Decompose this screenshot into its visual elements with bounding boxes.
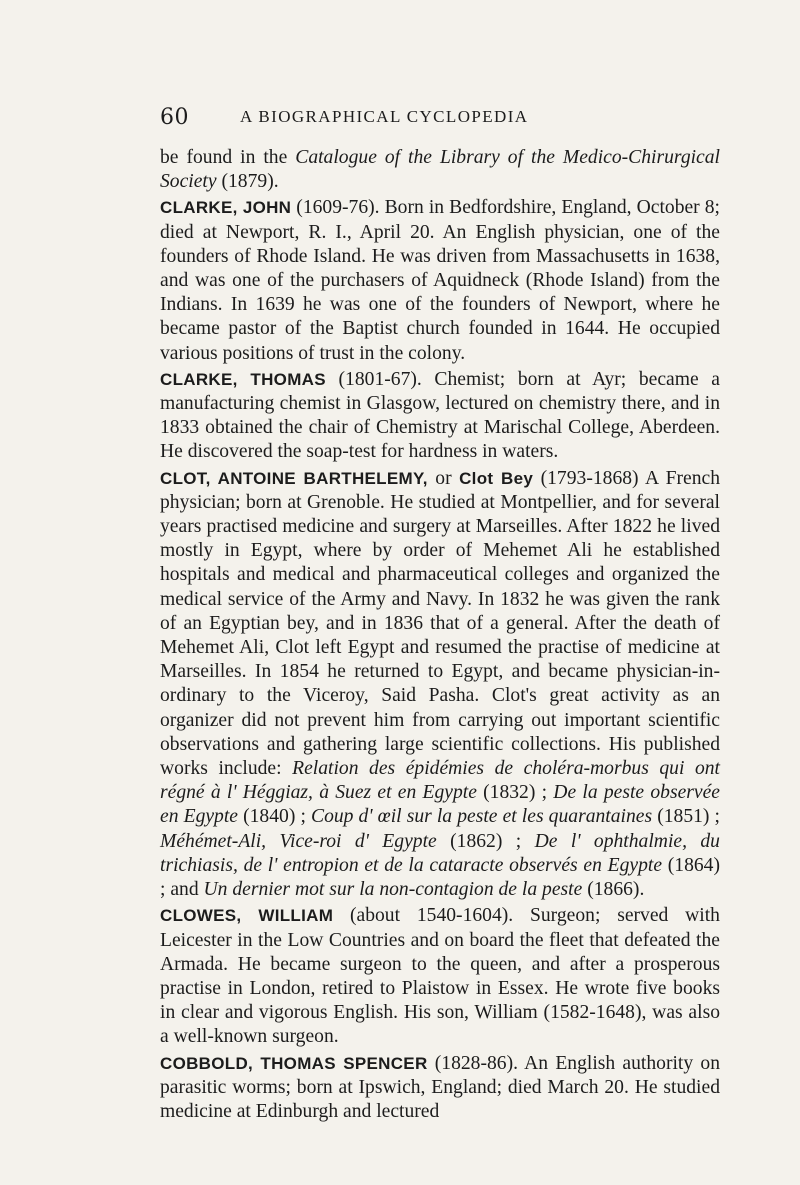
entry-or: or <box>427 467 460 489</box>
entry-name: CLARKE, JOHN <box>160 198 292 218</box>
running-head-title: A BIOGRAPHICAL CYCLOPEDIA <box>240 107 529 126</box>
page-number: 60 <box>160 105 189 130</box>
entry-clot <box>160 467 720 903</box>
work-date: (1862) ; <box>436 830 535 852</box>
entry-name: CLARKE, THOMAS <box>160 369 326 389</box>
work-title: De l' ophthalmie, du trichiasis, de l' entropion et de la cataracte observés en Egypte <box>160 830 720 876</box>
page-body <box>160 146 720 1126</box>
work-date: (1851) ; <box>652 806 720 828</box>
catalogue-title: Catalogue of the Library of the Medico-Chirurgical Society <box>160 147 720 193</box>
entry-text: (1801-67). Chemist; born at Ayr; became a manufacturing chemist in Glasgow, lectured on chemistry there, and in 1833 obtained the chair of Chemistry at Marischal College, Aberdeen. He discovered the soap-test for hardness in waters. <box>160 368 721 463</box>
entry-clarke-john <box>160 196 720 365</box>
intro-text-b: (1879). <box>216 171 279 193</box>
entry-text: (1609-76). Born in Bedfordshire, England, October 8; died at Newport, R. I., April 20. An English physician, one of the founders of Rhode Island. He was driven from Massachusetts in 1638, and was one of the purchasers of Aquidneck (Rhode Island) from the Indians. In 1639 he was one of the founders of Newport, where he became pastor of the Baptist church founded in 1644. He occupied various positions of trust in the colony. <box>160 197 720 364</box>
intro-paragraph <box>160 146 720 194</box>
work-title: De la peste observée en Egypte <box>160 782 720 828</box>
entry-alt-name: Clot Bey <box>459 468 534 488</box>
entry-clowes <box>160 904 720 1049</box>
work-title: Relation des épidémies de choléra-morbus qui ont régné à l' Héggiaz, à Suez et en Egypte <box>160 758 720 804</box>
entry-clarke-thomas <box>160 368 720 465</box>
entry-text: (1793-1868) A French physician; born at Grenoble. He studied at Montpellier, and for several years practised medicine and surgery at Marseilles. After 1822 he lived mostly in Egypt, where by order of Mehemet Ali he established hospitals and medical and pharmaceutical colleges and organized the medical service of the Army and Navy. In 1832 he was given the rank of an Egyptian bey, and in 1836 that of a general. After the death of Mehemet Ali, Clot left Egypt and resumed the practise of medicine at Marseilles. In 1854 he returned to Egypt, and became physician-in-ordinary to the Viceroy, Said Pasha. Clot's great activity as an organizer did not prevent him from carrying out important scientific observations and gathering large scientific collections. His published works include: <box>160 467 720 780</box>
running-header <box>160 105 740 135</box>
work-date: (1840) ; <box>238 806 311 828</box>
work-title: Méhémet-Ali, Vice-roi d' Egypte <box>160 830 437 852</box>
entry-text: (about 1540-1604). Surgeon; served with Leicester in the Low Countries and on board the fleet that defeated the Armada. He became surgeon to the queen, and after a prosperous practise in London, retired to Plaistow in Essex. He wrote five books in clear and vigorous English. His son, William (1582-1648), was also a well-known surgeon. <box>160 905 720 1048</box>
intro-text-a: be found in the <box>160 147 296 168</box>
work-title: Un dernier mot sur la non-contagion de la peste <box>203 879 583 901</box>
entry-name: CLOWES, WILLIAM <box>160 906 334 926</box>
work-date: (1832) ; <box>476 782 554 804</box>
entry-name: COBBOLD, THOMAS SPENCER <box>160 1053 428 1073</box>
entry-cobbold <box>160 1052 720 1125</box>
entry-text: (1828-86). An English authority on parasitic worms; born at Ipswich, England; died March 20. He studied medicine at Edinburgh and lectured <box>160 1052 720 1122</box>
entry-name: CLOT, ANTOINE BARTHELEMY, <box>160 468 428 488</box>
work-date: (1866). <box>582 879 645 901</box>
work-title: Coup d' œil sur la peste et les quarantaines <box>311 806 653 828</box>
work-date: (1864) ; and <box>160 854 720 901</box>
